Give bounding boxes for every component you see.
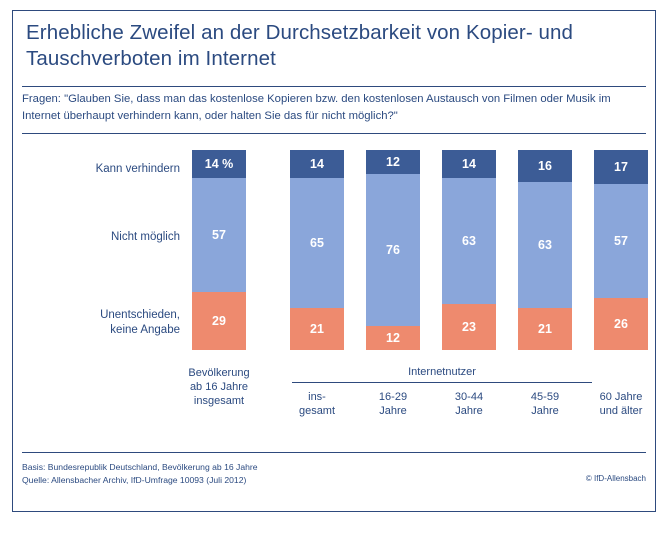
segment-unentschieden — [442, 304, 496, 350]
segment-value: 63 — [538, 238, 552, 252]
segment-kann-verhindern — [290, 150, 344, 178]
segment-kann-verhindern — [594, 150, 648, 184]
caption-line: 60 Jahre — [599, 391, 643, 403]
caption-line: ins- — [308, 391, 326, 403]
column-caption-60-plus — [576, 390, 666, 418]
group-header-internetnutzer: Internetnutzer — [408, 366, 476, 378]
caption-line: 30-44 — [454, 391, 484, 403]
column-caption-bevoelkerung — [174, 366, 264, 408]
bar-column-16-29[interactable] — [366, 150, 420, 350]
segment-kann-verhindern — [192, 150, 246, 178]
segment-value: 21 — [310, 322, 324, 336]
caption-line: gesamt — [298, 405, 336, 417]
copyright-note: © IfD-Allensbach — [585, 474, 646, 483]
divider-question — [22, 133, 646, 134]
bar-column-insgesamt[interactable] — [290, 150, 344, 350]
segment-value: 14 — [310, 157, 324, 171]
bar-stack — [442, 150, 496, 350]
segment-value: 26 — [614, 317, 628, 331]
caption-line: Bevölkerung — [188, 367, 250, 379]
footer-notes — [22, 461, 258, 487]
caption-line: 45-59 — [530, 391, 560, 403]
segment-value: 76 — [386, 243, 400, 257]
segment-unentschieden — [366, 326, 420, 350]
bar-column-60-plus[interactable] — [594, 150, 648, 350]
caption-line: Jahre — [379, 405, 407, 417]
segment-nicht-moeglich — [366, 174, 420, 326]
segment-nicht-moeglich — [518, 182, 572, 308]
segment-unentschieden — [192, 292, 246, 350]
segment-unentschieden — [518, 308, 572, 350]
segment-kann-verhindern — [366, 150, 420, 174]
segment-unentschieden — [594, 298, 648, 350]
segment-value: 23 — [462, 320, 476, 334]
segment-value: 63 — [462, 234, 476, 248]
segment-value: 12 — [386, 155, 400, 169]
caption-line: Jahre — [531, 405, 559, 417]
caption-line: insgesamt — [193, 395, 245, 407]
row-label-nicht-moeglich: Nicht möglich — [110, 231, 180, 243]
segment-nicht-moeglich — [442, 178, 496, 304]
group-divider — [292, 382, 592, 383]
row-label-unentschieden-l1: Unentschieden, — [100, 309, 180, 321]
bar-column-45-59[interactable] — [518, 150, 572, 350]
segment-unentschieden — [290, 308, 344, 350]
caption-line: 16-29 — [378, 391, 408, 403]
caption-line: ab 16 Jahre — [189, 381, 249, 393]
question-text: Fragen: "Glauben Sie, dass man das kostenlose Kopieren bzw. den kostenlosen Austausch von Filmen oder Musik im Internet überhaupt verhindern kann, oder halten Sie das für nicht möglich?" — [22, 93, 611, 122]
segment-value: 21 — [538, 322, 552, 336]
row-label-unentschieden-l2: keine Angabe — [110, 324, 180, 336]
segment-value: 65 — [310, 236, 324, 250]
segment-value: 17 — [614, 160, 628, 174]
divider-top — [22, 86, 646, 87]
segment-value: 16 — [538, 159, 552, 173]
segment-value: 12 — [386, 331, 400, 345]
segment-nicht-moeglich — [192, 178, 246, 292]
row-label-kann-verhindern: Kann verhindern — [95, 163, 180, 175]
caption-line: Jahre — [455, 405, 483, 417]
segment-kann-verhindern — [518, 150, 572, 182]
segment-value: 57 — [212, 228, 226, 242]
bar-column-bevoelkerung[interactable] — [192, 150, 246, 350]
page-title: Erhebliche Zweifel an der Durchsetzbarkeit von Kopier- und Tauschverboten im Internet — [26, 21, 574, 70]
segment-value: 29 — [212, 314, 226, 328]
segment-nicht-moeglich — [290, 178, 344, 308]
divider-bottom — [22, 452, 646, 453]
bar-column-30-44[interactable] — [442, 150, 496, 350]
bar-stack — [366, 150, 420, 350]
bar-stack — [290, 150, 344, 350]
segment-value: 14 % — [204, 157, 234, 171]
segment-value: 14 — [462, 157, 476, 171]
footer-source: Quelle: Allensbacher Archiv, IfD-Umfrage 10093 (Juli 2012) — [22, 475, 247, 485]
segment-nicht-moeglich — [594, 184, 648, 298]
caption-line: und älter — [599, 405, 643, 417]
bar-stack — [192, 150, 246, 350]
bar-stack — [518, 150, 572, 350]
segment-value: 57 — [614, 234, 628, 248]
row-label-unentschieden — [30, 308, 180, 338]
footer-basis: Basis: Bundesrepublik Deutschland, Bevölkerung ab 16 Jahre — [22, 462, 258, 472]
bar-stack — [594, 150, 648, 350]
segment-kann-verhindern — [442, 150, 496, 178]
